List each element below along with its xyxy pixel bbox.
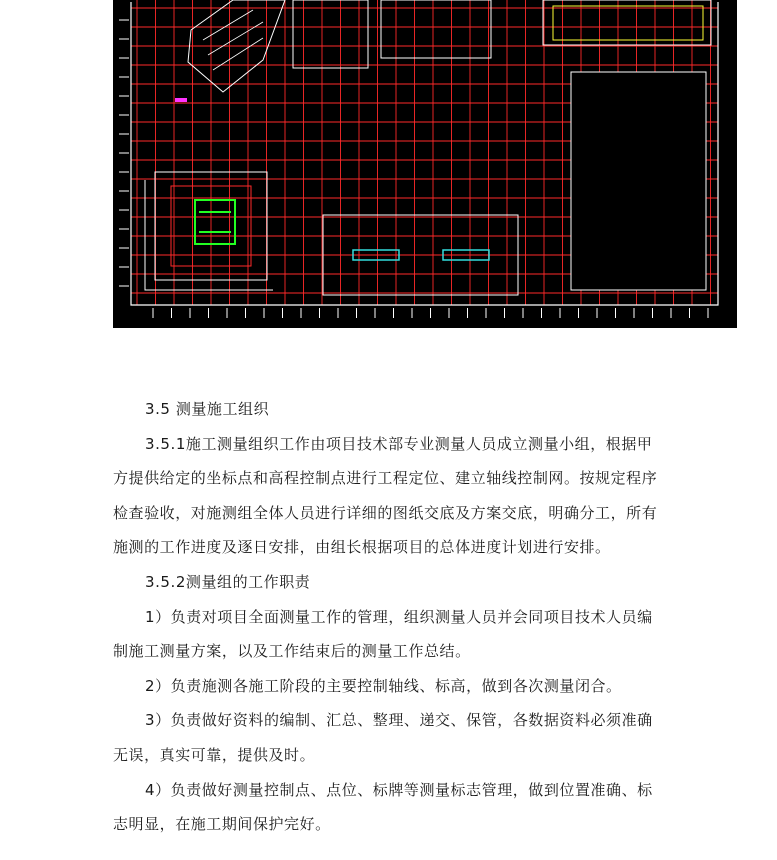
list-item-line: 制施工测量方案，以及工作结束后的测量工作总结。 — [113, 642, 471, 661]
top-room-yellow — [553, 6, 703, 40]
paragraph-line: 施测的工作进度及逐日安排，由组长根据项目的总体进度计划进行安排。 — [113, 538, 611, 557]
list-item-line: 1）负责对项目全面测量工作的管理，组织测量人员并会同项目技术人员编 — [145, 607, 653, 626]
inner-outline — [145, 180, 273, 290]
document-body — [113, 392, 673, 842]
cad-floor-plan-image — [113, 0, 737, 328]
paragraph-line: 方提供给定的坐标点和高程控制点进行工程定位、建立轴线控制网。按规定程序 — [113, 469, 658, 488]
top-room-2 — [381, 0, 491, 58]
top-room-3 — [543, 0, 711, 45]
paragraph-line: 检查验收，对施测组全体人员进行详细的图纸交底及方案交底，明确分工，所有 — [113, 503, 658, 522]
paragraph-line: 3.5.1施工测量组织工作由项目技术部专业测量人员成立测量小组，根据甲 — [145, 434, 653, 453]
cad-drawing-canvas — [113, 0, 737, 328]
list-item-line: 2）负责施测各施工阶段的主要控制轴线、标高，做到各次测量闭合。 — [145, 676, 622, 695]
list-item-line: 无误，真实可靠，提供及时。 — [113, 745, 316, 764]
top-room-1 — [293, 0, 368, 68]
dark-panel-region — [571, 72, 706, 290]
subsection-heading: 3.5.2测量组的工作职责 — [145, 572, 311, 591]
magenta-marker — [175, 98, 187, 102]
diagonal-hatch-1 — [203, 10, 253, 40]
list-item-line: 3）负责做好资料的编制、汇总、整理、递交、保管，各数据资料必须准确 — [145, 711, 653, 730]
list-item-line: 志明显，在施工期间保护完好。 — [113, 815, 331, 834]
list-item-line: 4）负责做好测量控制点、点位、标牌等测量标志管理，做到位置准确、标 — [145, 780, 653, 799]
section-heading: 3.5 测量施工组织 — [145, 400, 270, 418]
core-green-box — [195, 200, 235, 244]
